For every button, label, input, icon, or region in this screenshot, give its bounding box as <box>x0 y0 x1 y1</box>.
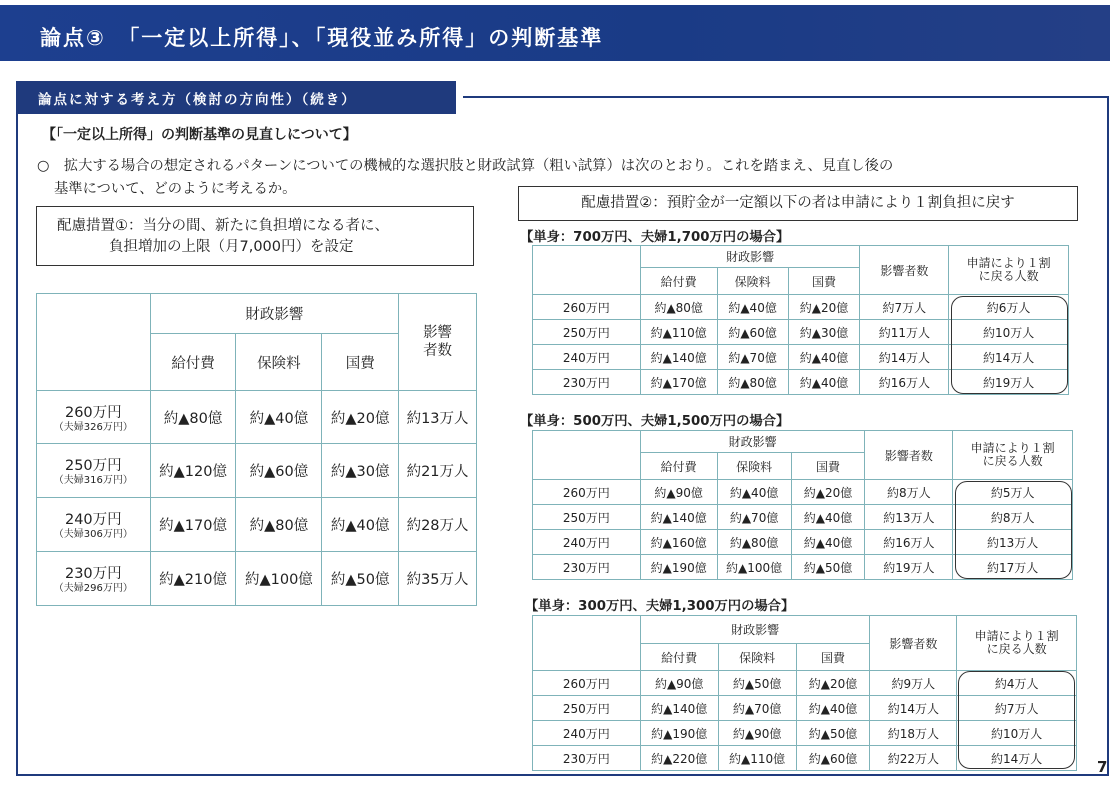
table-row <box>37 498 477 552</box>
kyufu-header: 給付費 <box>640 644 718 671</box>
kyufu-cell: 約▲170億 <box>640 370 717 395</box>
income-label: 240万円 <box>64 512 122 528</box>
return-cell: 約14万人 <box>957 746 1077 771</box>
kokuhi-cell: 約▲30億 <box>322 444 399 498</box>
right-table-2-title: 【単身：500万円、夫婦1,500万円の場合】 <box>520 414 790 429</box>
affected-cell: 約28万人 <box>399 498 477 552</box>
return-cell: 約10万人 <box>949 320 1069 345</box>
kyufu-cell: 約▲170億 <box>150 498 236 552</box>
return-cell: 約19万人 <box>949 370 1069 395</box>
affected-cell: 約8万人 <box>865 480 953 505</box>
kokuhi-cell: 約▲50億 <box>322 552 399 606</box>
affected-header: 影響 者数 <box>399 294 477 391</box>
return-cell: 約14万人 <box>949 345 1069 370</box>
return-header: 申請により１割 に戻る人数 <box>957 616 1077 671</box>
kokuhi-cell: 約▲40億 <box>791 530 865 555</box>
title-bar <box>0 5 1110 61</box>
fiscal-header: 財政影響 <box>640 616 870 644</box>
hokenryo-cell: 約▲70億 <box>718 696 796 721</box>
affected-cell: 約9万人 <box>870 671 957 696</box>
hokenryo-cell: 約▲70億 <box>717 505 791 530</box>
frame-top-line <box>463 96 1109 98</box>
affected-cell: 約16万人 <box>860 370 949 395</box>
hokenryo-cell: 約▲80億 <box>236 498 322 552</box>
kokuhi-cell: 約▲20億 <box>796 671 870 696</box>
affected-cell: 約14万人 <box>870 696 957 721</box>
kyufu-header: 給付費 <box>640 453 717 480</box>
affected-header: 影響者数 <box>865 431 953 480</box>
income-cell: 250万円 <box>533 696 641 721</box>
income-cell <box>37 552 151 606</box>
kyufu-cell: 約▲90億 <box>640 671 718 696</box>
hokenryo-header: 保険料 <box>236 334 322 391</box>
section-title: 【「一定以上所得」の判断基準の見直しについて】 <box>42 127 357 143</box>
hokenryo-cell: 約▲80億 <box>717 530 791 555</box>
kokuhi-cell: 約▲50億 <box>791 555 865 580</box>
kokuhi-cell: 約▲60億 <box>796 746 870 771</box>
kyufu-cell: 約▲160億 <box>640 530 717 555</box>
page-title: 論点③ 「一定以上所得」、「現役並み所得」の判断基準 <box>40 26 604 50</box>
kokuhi-cell: 約▲50億 <box>796 721 870 746</box>
income-cell <box>37 498 151 552</box>
corner-cell <box>37 294 151 391</box>
income-cell: 260万円 <box>533 480 641 505</box>
kyufu-cell: 約▲140億 <box>640 505 717 530</box>
kyufu-cell: 約▲140億 <box>640 345 717 370</box>
corner-cell <box>533 246 641 295</box>
affected-cell: 約21万人 <box>399 444 477 498</box>
return-cell: 約8万人 <box>953 505 1073 530</box>
body-text-line1: ○ 拡大する場合の想定されるパターンについての機械的な選択肢と財政試算（粗い試算）は次のとおり。これを踏まえ、見直し後の <box>37 158 894 174</box>
subheading-text: 論点に対する考え方（検討の方向性）（続き） <box>38 92 357 108</box>
hokenryo-cell: 約▲40億 <box>717 295 788 320</box>
affected-cell: 約19万人 <box>865 555 953 580</box>
affected-cell: 約13万人 <box>865 505 953 530</box>
income-cell: 250万円 <box>533 505 641 530</box>
return-cell: 約13万人 <box>953 530 1073 555</box>
kyufu-header: 給付費 <box>640 268 717 295</box>
return-bracket <box>955 481 1072 579</box>
kokuhi-cell: 約▲40億 <box>322 498 399 552</box>
hokenryo-cell: 約▲90億 <box>718 721 796 746</box>
table-row <box>37 391 477 444</box>
table-row <box>37 552 477 606</box>
income-cell: 240万円 <box>533 530 641 555</box>
kyufu-cell: 約▲80億 <box>150 391 236 444</box>
income-cell: 230万円 <box>533 555 641 580</box>
income-label: 260万円 <box>64 404 122 421</box>
return-cell: 約10万人 <box>957 721 1077 746</box>
kokuhi-cell: 約▲40億 <box>791 505 865 530</box>
hokenryo-cell: 約▲60億 <box>236 444 322 498</box>
kokuhi-header: 国費 <box>791 453 865 480</box>
return-bracket <box>958 671 1075 769</box>
kyufu-cell: 約▲210億 <box>150 552 236 606</box>
return-cell: 約7万人 <box>957 696 1077 721</box>
right-table-1-title: 【単身：700万円、夫婦1,700万円の場合】 <box>520 230 790 245</box>
measure1-line1: 配慮措置①：当分の間、新たに負担増になる者に、 <box>57 218 389 234</box>
hokenryo-cell: 約▲70億 <box>717 345 788 370</box>
hokenryo-cell: 約▲40億 <box>717 480 791 505</box>
measure1-box <box>36 206 474 266</box>
return-cell: 約4万人 <box>957 671 1077 696</box>
return-cell: 約5万人 <box>953 480 1073 505</box>
affected-cell: 約14万人 <box>860 345 949 370</box>
measure2-text: 配慮措置②：預貯金が一定額以下の者は申請により１割負担に戻す <box>581 195 1015 211</box>
kyufu-cell: 約▲80億 <box>640 295 717 320</box>
hokenryo-header: 保険料 <box>717 453 791 480</box>
income-cell <box>37 391 151 444</box>
income-cell: 260万円 <box>533 671 641 696</box>
income-cell <box>37 444 151 498</box>
table-row <box>37 444 477 498</box>
fiscal-header: 財政影響 <box>150 294 398 334</box>
affected-cell: 約7万人 <box>860 295 949 320</box>
hokenryo-cell: 約▲100億 <box>717 555 791 580</box>
income-cell: 250万円 <box>533 320 641 345</box>
affected-cell: 約22万人 <box>870 746 957 771</box>
kyufu-cell: 約▲190億 <box>640 555 717 580</box>
bracket-gap <box>966 294 1053 397</box>
affected-header: 影響者数 <box>870 616 957 671</box>
body-text-line2: 基準について、どのように考えるか。 <box>54 181 297 197</box>
income-label: 230万円 <box>64 566 122 582</box>
income-sub: （夫婦296万円） <box>53 583 133 594</box>
corner-cell <box>533 616 641 671</box>
affected-cell: 約16万人 <box>865 530 953 555</box>
kyufu-cell: 約▲190億 <box>640 721 718 746</box>
income-cell: 230万円 <box>533 746 641 771</box>
kyufu-cell: 約▲110億 <box>640 320 717 345</box>
kokuhi-cell: 約▲30億 <box>788 320 860 345</box>
kyufu-cell: 約▲140億 <box>640 696 718 721</box>
income-cell: 240万円 <box>533 345 641 370</box>
return-header: 申請により１割 に戻る人数 <box>953 431 1073 480</box>
hokenryo-cell: 約▲40億 <box>236 391 322 444</box>
income-sub: （夫婦316万円） <box>53 475 133 486</box>
fiscal-header: 財政影響 <box>640 246 860 268</box>
affected-cell: 約13万人 <box>399 391 477 444</box>
hokenryo-cell: 約▲80億 <box>717 370 788 395</box>
income-cell: 260万円 <box>533 295 641 320</box>
kokuhi-cell: 約▲40億 <box>796 696 870 721</box>
income-cell: 240万円 <box>533 721 641 746</box>
hokenryo-cell: 約▲50億 <box>718 671 796 696</box>
measure1-line2: 負担増加の上限（月7,000円）を設定 <box>109 239 354 255</box>
kokuhi-header: 国費 <box>788 268 860 295</box>
affected-header: 影響者数 <box>860 246 949 295</box>
page-number: 7 <box>1097 758 1108 776</box>
corner-cell <box>533 431 641 480</box>
return-cell: 約6万人 <box>949 295 1069 320</box>
kyufu-header: 給付費 <box>150 334 236 391</box>
return-cell: 約17万人 <box>953 555 1073 580</box>
kokuhi-cell: 約▲20億 <box>788 295 860 320</box>
hokenryo-cell: 約▲110億 <box>718 746 796 771</box>
kokuhi-cell: 約▲20億 <box>791 480 865 505</box>
kokuhi-cell: 約▲40億 <box>788 345 860 370</box>
affected-cell: 約11万人 <box>860 320 949 345</box>
income-label: 250万円 <box>64 458 122 474</box>
subheading-bar <box>16 81 456 114</box>
measure2-box <box>518 186 1078 221</box>
kokuhi-header: 国費 <box>796 644 870 671</box>
kyufu-cell: 約▲90億 <box>640 480 717 505</box>
kokuhi-cell: 約▲40億 <box>788 370 860 395</box>
hokenryo-cell: 約▲100億 <box>236 552 322 606</box>
kyufu-cell: 約▲220億 <box>640 746 718 771</box>
return-header: 申請により１割 に戻る人数 <box>949 246 1069 295</box>
income-sub: （夫婦306万円） <box>53 529 133 540</box>
hokenryo-header: 保険料 <box>718 644 796 671</box>
right-table-3-title: 【単身：300万円、夫婦1,300万円の場合】 <box>525 599 795 614</box>
income-sub: （夫婦326万円） <box>53 421 133 433</box>
income-cell: 230万円 <box>533 370 641 395</box>
fiscal-header: 財政影響 <box>640 431 865 453</box>
hokenryo-header: 保険料 <box>717 268 788 295</box>
kyufu-cell: 約▲120億 <box>150 444 236 498</box>
kokuhi-header: 国費 <box>322 334 399 391</box>
kokuhi-cell: 約▲20億 <box>322 391 399 444</box>
affected-cell: 約18万人 <box>870 721 957 746</box>
hokenryo-cell: 約▲60億 <box>717 320 788 345</box>
left-table <box>36 293 477 606</box>
affected-cell: 約35万人 <box>399 552 477 606</box>
